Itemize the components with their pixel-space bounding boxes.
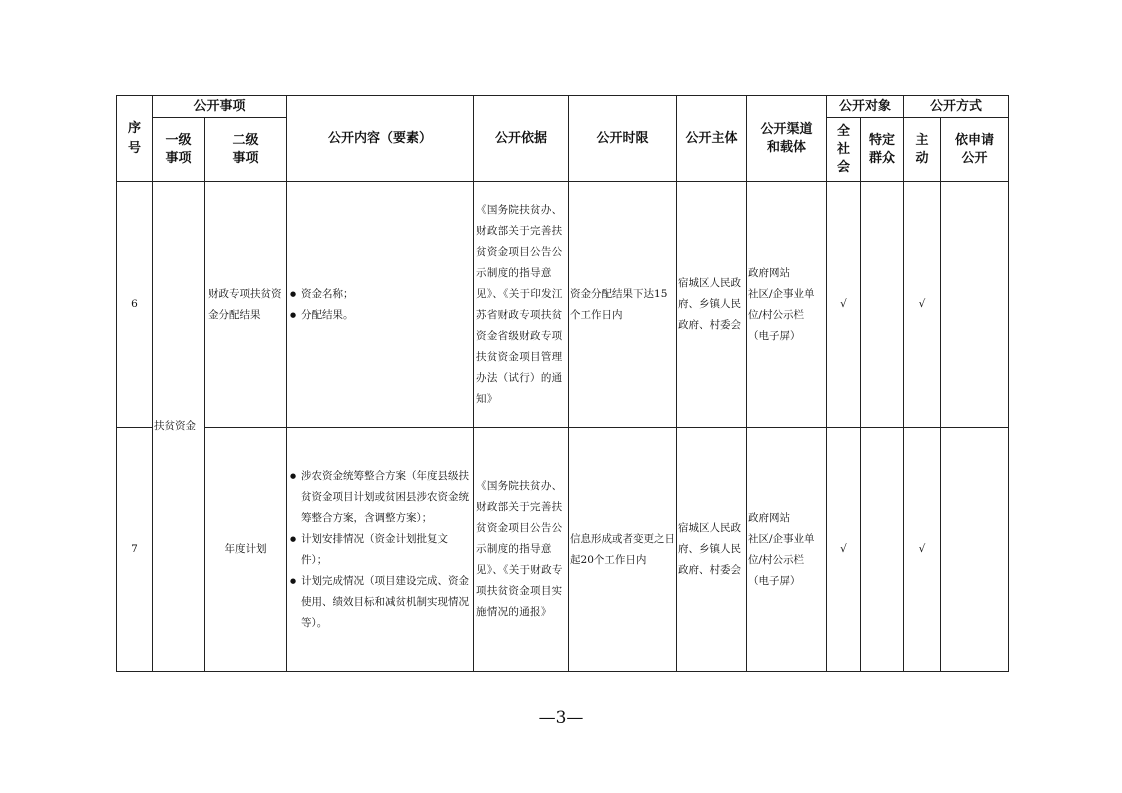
on-request-check bbox=[941, 182, 1009, 428]
header-whole-society: 全 社 会 bbox=[827, 118, 861, 182]
table-row bbox=[117, 182, 1009, 428]
content-cell bbox=[287, 182, 474, 428]
header-channel: 公开渠道 和载体 bbox=[747, 96, 827, 182]
subject-cell: 宿城区人民政府、乡镇人民政府、村委会 bbox=[677, 428, 747, 672]
content-bullet: ● 计划完成情况（项目建设完成、资金使用、绩效目标和减贫机制实现情况等）。 bbox=[289, 571, 471, 634]
header-active: 主 动 bbox=[904, 118, 941, 182]
disclosure-table bbox=[116, 95, 1009, 672]
content-bullet: ● 分配结果。 bbox=[289, 305, 471, 326]
header-group-items: 公开事项 bbox=[153, 96, 287, 118]
level1-item: 扶贫资金 bbox=[153, 182, 205, 672]
row-seq: 7 bbox=[117, 428, 153, 672]
header-content: 公开内容（要素） bbox=[287, 96, 474, 182]
level2-item: 财政专项扶贫资金分配结果 bbox=[205, 182, 287, 428]
header-specific-group: 特定 群众 bbox=[861, 118, 904, 182]
header-level1: 一级 事项 bbox=[153, 118, 205, 182]
basis-cell: 《国务院扶贫办、财政部关于完善扶贫资金项目公告公示制度的指导意见》、《关于财政专项扶贫资金项目实施情况的通报》 bbox=[474, 428, 569, 672]
content-cell bbox=[287, 428, 474, 672]
whole-society-check: √ bbox=[827, 428, 861, 672]
page-number: —3— bbox=[538, 708, 584, 728]
header-time-limit: 公开时限 bbox=[569, 96, 677, 182]
level2-item: 年度计划 bbox=[205, 428, 287, 672]
content-bullet: ● 资金名称； bbox=[289, 284, 471, 305]
time-limit-cell: 资金分配结果下达15个工作日内 bbox=[569, 182, 677, 428]
content-bullet: ● 计划安排情况（资金计划批复文件）； bbox=[289, 529, 471, 571]
content-bullet: ● 涉农资金统筹整合方案（年度县级扶贫资金项目计划或贫困县涉农资金统筹整合方案，含调整方案）； bbox=[289, 466, 471, 529]
channel-cell: 政府网站 社区/企事业单位/村公示栏（电子屏） bbox=[747, 428, 827, 672]
header-group-method: 公开方式 bbox=[904, 96, 1009, 118]
active-check: √ bbox=[904, 182, 941, 428]
header-level2: 二级 事项 bbox=[205, 118, 287, 182]
header-basis: 公开依据 bbox=[474, 96, 569, 182]
table-row bbox=[117, 428, 1009, 672]
time-limit-cell: 信息形成或者变更之日起20个工作日内 bbox=[569, 428, 677, 672]
header-seq: 序号 bbox=[117, 96, 153, 182]
channel-cell: 政府网站 社区/企事业单位/村公示栏（电子屏） bbox=[747, 182, 827, 428]
active-check: √ bbox=[904, 428, 941, 672]
row-seq: 6 bbox=[117, 182, 153, 428]
header-on-request: 依申请 公开 bbox=[941, 118, 1009, 182]
whole-society-check: √ bbox=[827, 182, 861, 428]
header-subject: 公开主体 bbox=[677, 96, 747, 182]
specific-group-check bbox=[861, 182, 904, 428]
specific-group-check bbox=[861, 428, 904, 672]
subject-cell: 宿城区人民政府、乡镇人民政府、村委会 bbox=[677, 182, 747, 428]
header-group-target: 公开对象 bbox=[827, 96, 904, 118]
on-request-check bbox=[941, 428, 1009, 672]
basis-cell: 《国务院扶贫办、财政部关于完善扶贫资金项目公告公示制度的指导意见》、《关于印发江苏省财政专项扶贫资金省级财政专项扶贫资金项目管理办法（试行）的通知》 bbox=[474, 182, 569, 428]
